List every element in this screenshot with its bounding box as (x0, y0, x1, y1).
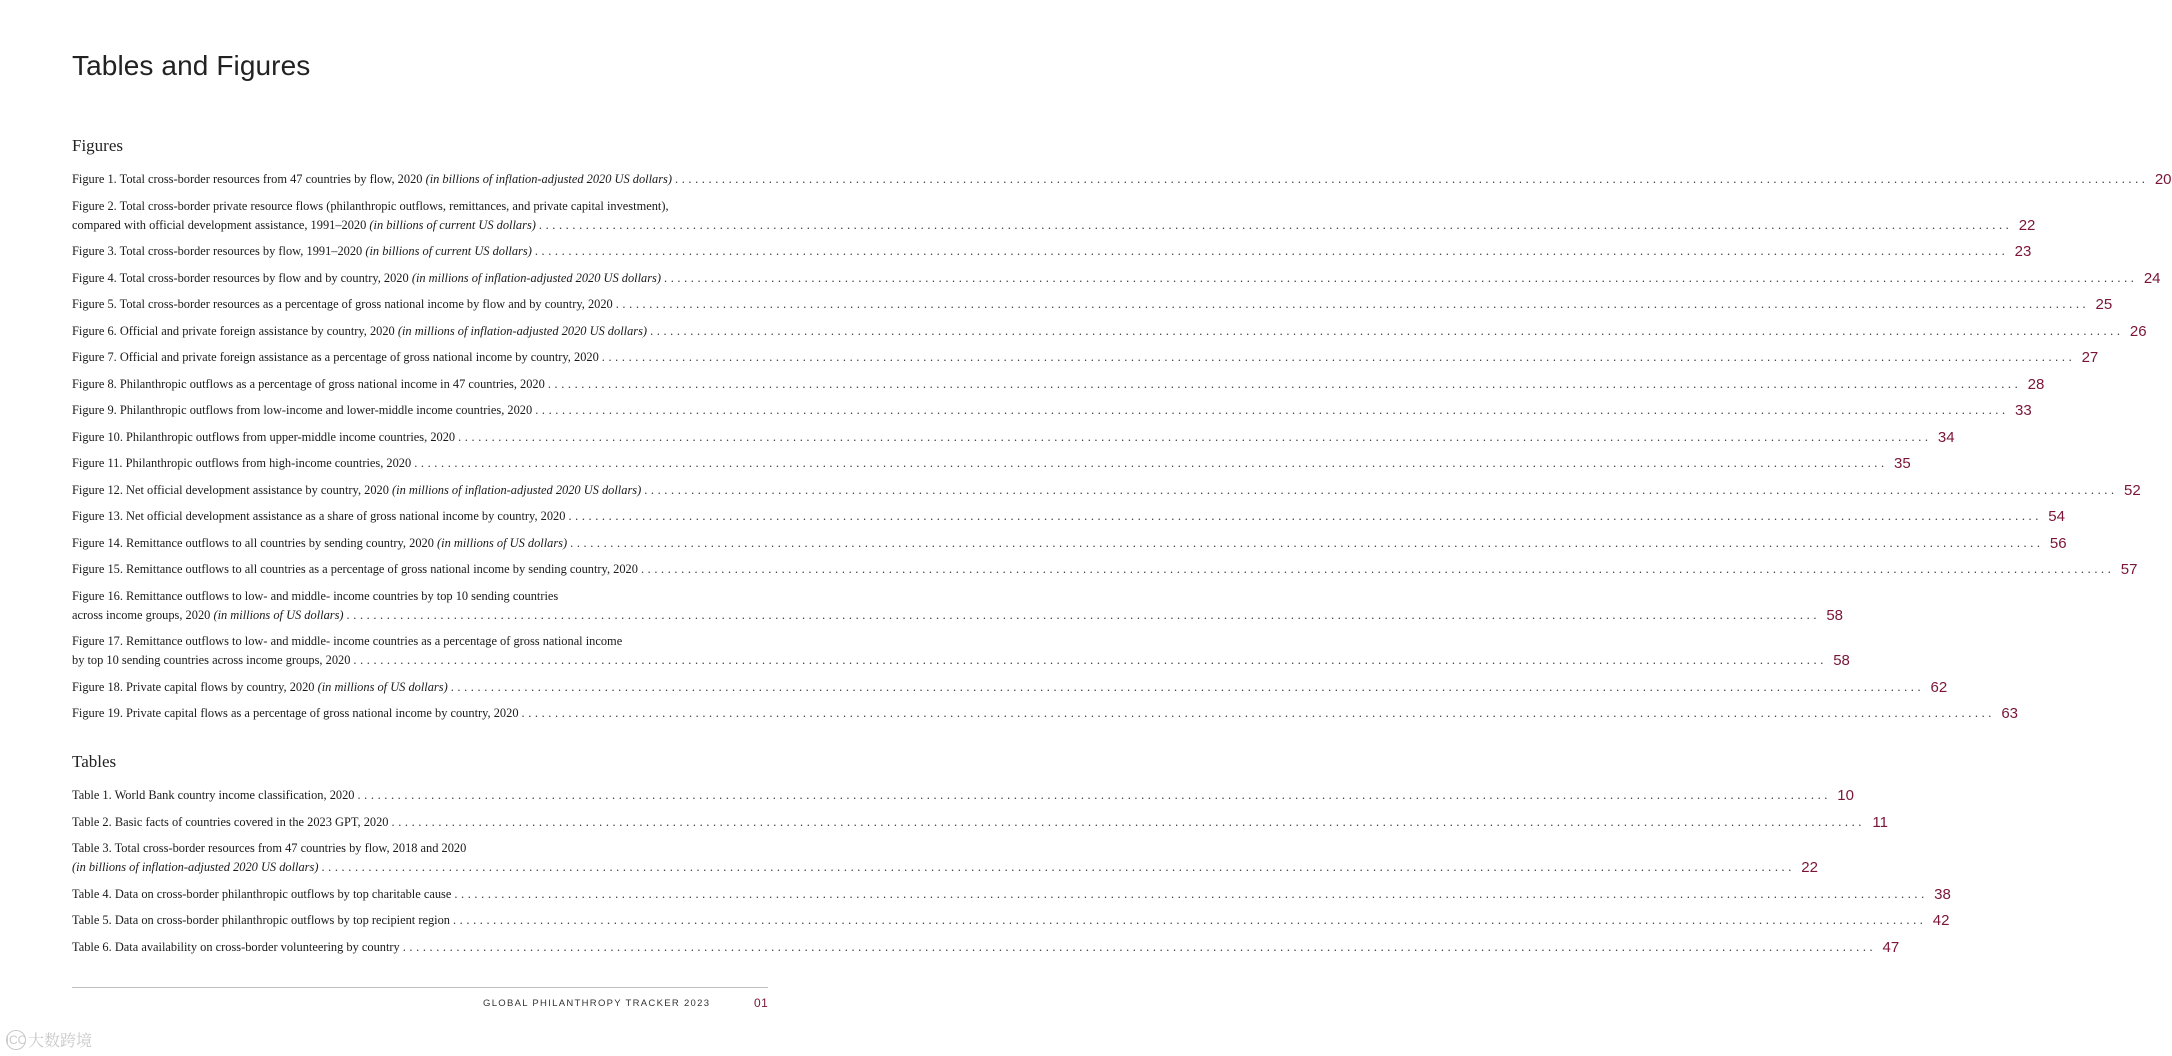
figure-entry-page-number[interactable]: 23 (2014, 243, 2032, 260)
table-entry-page-number[interactable]: 47 (1882, 938, 1900, 956)
dot-leader: ............................................................................................................................................................................................................................ (534, 244, 2009, 258)
figure-entry-page-number[interactable]: 52 (2124, 481, 2141, 499)
figure-entry[interactable] (72, 295, 2113, 314)
figure-entry-label: Figure 6. Official and private foreign assistance by country, 2020 (in millions of inflation-adjusted 2020 US dollars) (72, 323, 648, 338)
dot-leader: ............................................................................................................................................................................................................................ (644, 482, 2118, 497)
figure-entry[interactable] (72, 348, 2099, 367)
table-entry[interactable] (72, 813, 1888, 832)
table-entry-page-number[interactable]: 38 (1934, 885, 1951, 903)
figure-entry-label: Figure 17. Remittance outflows to low- and middle- income countries as a percentage of gross national income (72, 634, 623, 648)
figure-entry[interactable] (72, 587, 1844, 625)
figure-entry-page-number[interactable]: 20 (2154, 171, 2172, 188)
figure-entry-page-number[interactable]: 56 (2049, 534, 2067, 552)
figure-entry[interactable] (72, 197, 2036, 235)
dot-leader: ............................................................................................................................................................................................................................ (391, 814, 1865, 829)
figure-entry-label: Figure 13. Net official development assistance as a share of gross national income by country, 2020 (72, 509, 566, 523)
watermark (6, 1028, 92, 1051)
figure-entry-label: Figure 15. Remittance outflows to all countries as a percentage of gross national income by sending country, 2020 (72, 562, 638, 576)
dot-leader: ............................................................................................................................................................................................................................ (321, 860, 1795, 874)
dot-leader: ............................................................................................................................................................................................................................ (402, 939, 1877, 954)
figure-entry-page-number[interactable]: 35 (1894, 455, 1911, 472)
table-entry-label: (in billions of inflation-adjusted 2020 US dollars) (72, 860, 319, 874)
figure-entry[interactable] (72, 534, 2067, 553)
table-entry-label: Table 3. Total cross-border resources from 47 countries by flow, 2018 and 2020 (72, 841, 467, 855)
figure-entry[interactable] (72, 170, 2172, 189)
tables-list (72, 786, 1951, 964)
table-entry[interactable] (72, 786, 1854, 805)
tables-heading: Tables (72, 752, 117, 771)
figure-entry-page-number[interactable]: 22 (2018, 216, 2036, 234)
figure-entry[interactable] (72, 375, 2045, 394)
figure-entry[interactable] (72, 454, 1911, 473)
table-entry-label: Table 1. World Bank country income classification, 2020 (72, 788, 355, 802)
watermark-logo-icon: ICC (6, 1030, 26, 1050)
figure-entry-label: across income groups, 2020 (in millions of US dollars) (72, 607, 344, 622)
table-entry[interactable] (72, 911, 1950, 930)
watermark-text: 大数跨境 (28, 1033, 93, 1050)
dot-leader: ............................................................................................................................................................................................................................ (664, 270, 2138, 285)
figure-entry-label: Figure 16. Remittance outflows to low- and middle- income countries by top 10 sending countries (72, 588, 559, 603)
dot-leader: ............................................................................................................................................................................................................................ (538, 217, 2013, 232)
figure-entry[interactable] (72, 269, 2161, 288)
figure-entry[interactable] (72, 481, 2141, 500)
table-entry-label: Table 5. Data on cross-border philanthropic outflows by top recipient region (72, 913, 450, 927)
figure-entry-page-number[interactable]: 33 (2014, 402, 2032, 419)
figure-entry-page-number[interactable]: 57 (2120, 561, 2138, 578)
figure-entry[interactable] (72, 560, 2138, 579)
dot-leader: ............................................................................................................................................................................................................................ (346, 607, 1821, 622)
figure-entry-page-number[interactable]: 62 (1930, 678, 1948, 696)
table-entry-page-number[interactable]: 11 (1872, 813, 1888, 831)
figure-entry-page-number[interactable]: 27 (2081, 349, 2099, 366)
table-entry[interactable] (72, 839, 1818, 877)
figure-entry-label: Figure 11. Philanthropic outflows from high-income countries, 2020 (72, 456, 412, 470)
dot-leader: ............................................................................................................................................................................................................................ (357, 788, 1831, 802)
figure-entry-label: Figure 9. Philanthropic outflows from low-income and lower-middle income countries, 2020 (72, 403, 533, 417)
figure-entry-page-number[interactable]: 58 (1826, 606, 1844, 624)
dot-leader: ............................................................................................................................................................................................................................ (450, 679, 1925, 694)
table-entry-label: Table 4. Data on cross-border philanthropic outflows by top charitable cause (72, 886, 452, 901)
figure-entry-label: Figure 19. Private capital flows as a percentage of gross national income by country, 2020 (72, 706, 519, 720)
figure-entry-label: by top 10 sending countries across income groups, 2020 (72, 653, 351, 667)
table-entry-page-number[interactable]: 10 (1837, 787, 1854, 804)
figure-entry[interactable] (72, 678, 1948, 697)
figure-entry-label: Figure 18. Private capital flows by country, 2020 (in millions of US dollars) (72, 679, 448, 694)
dot-leader: ............................................................................................................................................................................................................................ (535, 403, 2009, 417)
figures-list (72, 170, 2172, 731)
page-title: Tables and Figures (72, 50, 311, 81)
table-entry-page-number[interactable]: 42 (1932, 912, 1950, 929)
footer-page-number: 01 (754, 996, 769, 1010)
figure-entry-page-number[interactable]: 58 (1833, 652, 1850, 669)
figure-entry-label: Figure 3. Total cross-border resources by flow, 1991–2020 (in billions of current US dollars) (72, 244, 532, 258)
table-entry-page-number[interactable]: 22 (1801, 859, 1818, 876)
dot-leader: ............................................................................................................................................................................................................................ (615, 297, 2090, 311)
dot-leader: ............................................................................................................................................................................................................................ (570, 535, 2044, 550)
footer-divider (72, 987, 768, 988)
figure-entry[interactable] (72, 401, 2032, 420)
figure-entry[interactable] (72, 704, 2018, 723)
dot-leader: ............................................................................................................................................................................................................................ (601, 350, 2076, 364)
figure-entry-page-number[interactable]: 25 (2095, 296, 2113, 313)
table-entry[interactable] (72, 938, 1900, 957)
figure-entry[interactable] (72, 507, 2065, 526)
figure-entry-label: compared with official development assistance, 1991–2020 (in billions of current US dollars) (72, 217, 536, 232)
footer-title: GLOBAL PHILANTHROPY TRACKER 2023 (483, 998, 711, 1009)
table-entry-label: Table 6. Data availability on cross-border volunteering by country (72, 939, 400, 954)
figure-entry-page-number[interactable]: 54 (2048, 508, 2065, 525)
dot-leader: ............................................................................................................................................................................................................................ (452, 913, 1927, 927)
figure-entry-label: Figure 14. Remittance outflows to all countries by sending country, 2020 (in millions of US dollars) (72, 535, 568, 550)
dot-leader: ............................................................................................................................................................................................................................ (675, 172, 2149, 186)
figure-entry-label: Figure 2. Total cross-border private resource flows (philanthropic outflows, remittances, and private capital investment), (72, 198, 669, 213)
figures-heading: Figures (72, 136, 123, 155)
figure-entry-label: Figure 1. Total cross-border resources from 47 countries by flow, 2020 (in billions of inflation-adjusted 2020 US dollars) (72, 172, 673, 186)
figure-entry-label: Figure 10. Philanthropic outflows from upper-middle income countries, 2020 (72, 429, 456, 444)
figure-entry[interactable] (72, 242, 2032, 261)
dot-leader: ............................................................................................................................................................................................................................ (353, 653, 1827, 667)
dot-leader: ............................................................................................................................................................................................................................ (414, 456, 1888, 470)
dot-leader: ............................................................................................................................................................................................................................ (568, 509, 2042, 523)
dot-leader: ............................................................................................................................................................................................................................ (547, 376, 2022, 391)
dot-leader: ............................................................................................................................................................................................................................ (650, 323, 2124, 338)
dot-leader: ............................................................................................................................................................................................................................ (521, 706, 1995, 720)
figure-entry[interactable] (72, 322, 2147, 341)
figure-entry-page-number[interactable]: 28 (2027, 375, 2045, 393)
figure-entry-label: Figure 8. Philanthropic outflows as a percentage of gross national income in 47 countries, 2020 (72, 376, 545, 391)
table-entry-label: Table 2. Basic facts of countries covered in the 2023 GPT, 2020 (72, 814, 389, 829)
figure-entry[interactable] (72, 632, 1850, 670)
figure-entry-label: Figure 7. Official and private foreign assistance as a percentage of gross national income by country, 2020 (72, 350, 599, 364)
dot-leader: ............................................................................................................................................................................................................................ (454, 886, 1928, 901)
figure-entry-page-number[interactable]: 26 (2129, 322, 2147, 340)
figure-entry-page-number[interactable]: 24 (2143, 269, 2161, 287)
figure-entry-page-number[interactable]: 63 (2001, 705, 2018, 722)
figure-entry-label: Figure 5. Total cross-border resources as a percentage of gross national income by flow and by country, 2020 (72, 297, 613, 311)
dot-leader: ............................................................................................................................................................................................................................ (640, 562, 2115, 576)
table-entry[interactable] (72, 885, 1951, 904)
dot-leader: ............................................................................................................................................................................................................................ (458, 429, 1932, 444)
figure-entry-label: Figure 4. Total cross-border resources by flow and by country, 2020 (in millions of inflation-adjusted 2020 US dollars) (72, 270, 662, 285)
figure-entry[interactable] (72, 428, 1955, 447)
figure-entry-page-number[interactable]: 34 (1937, 428, 1955, 446)
figure-entry-label: Figure 12. Net official development assistance by country, 2020 (in millions of inflation-adjusted 2020 US dollars) (72, 482, 642, 497)
